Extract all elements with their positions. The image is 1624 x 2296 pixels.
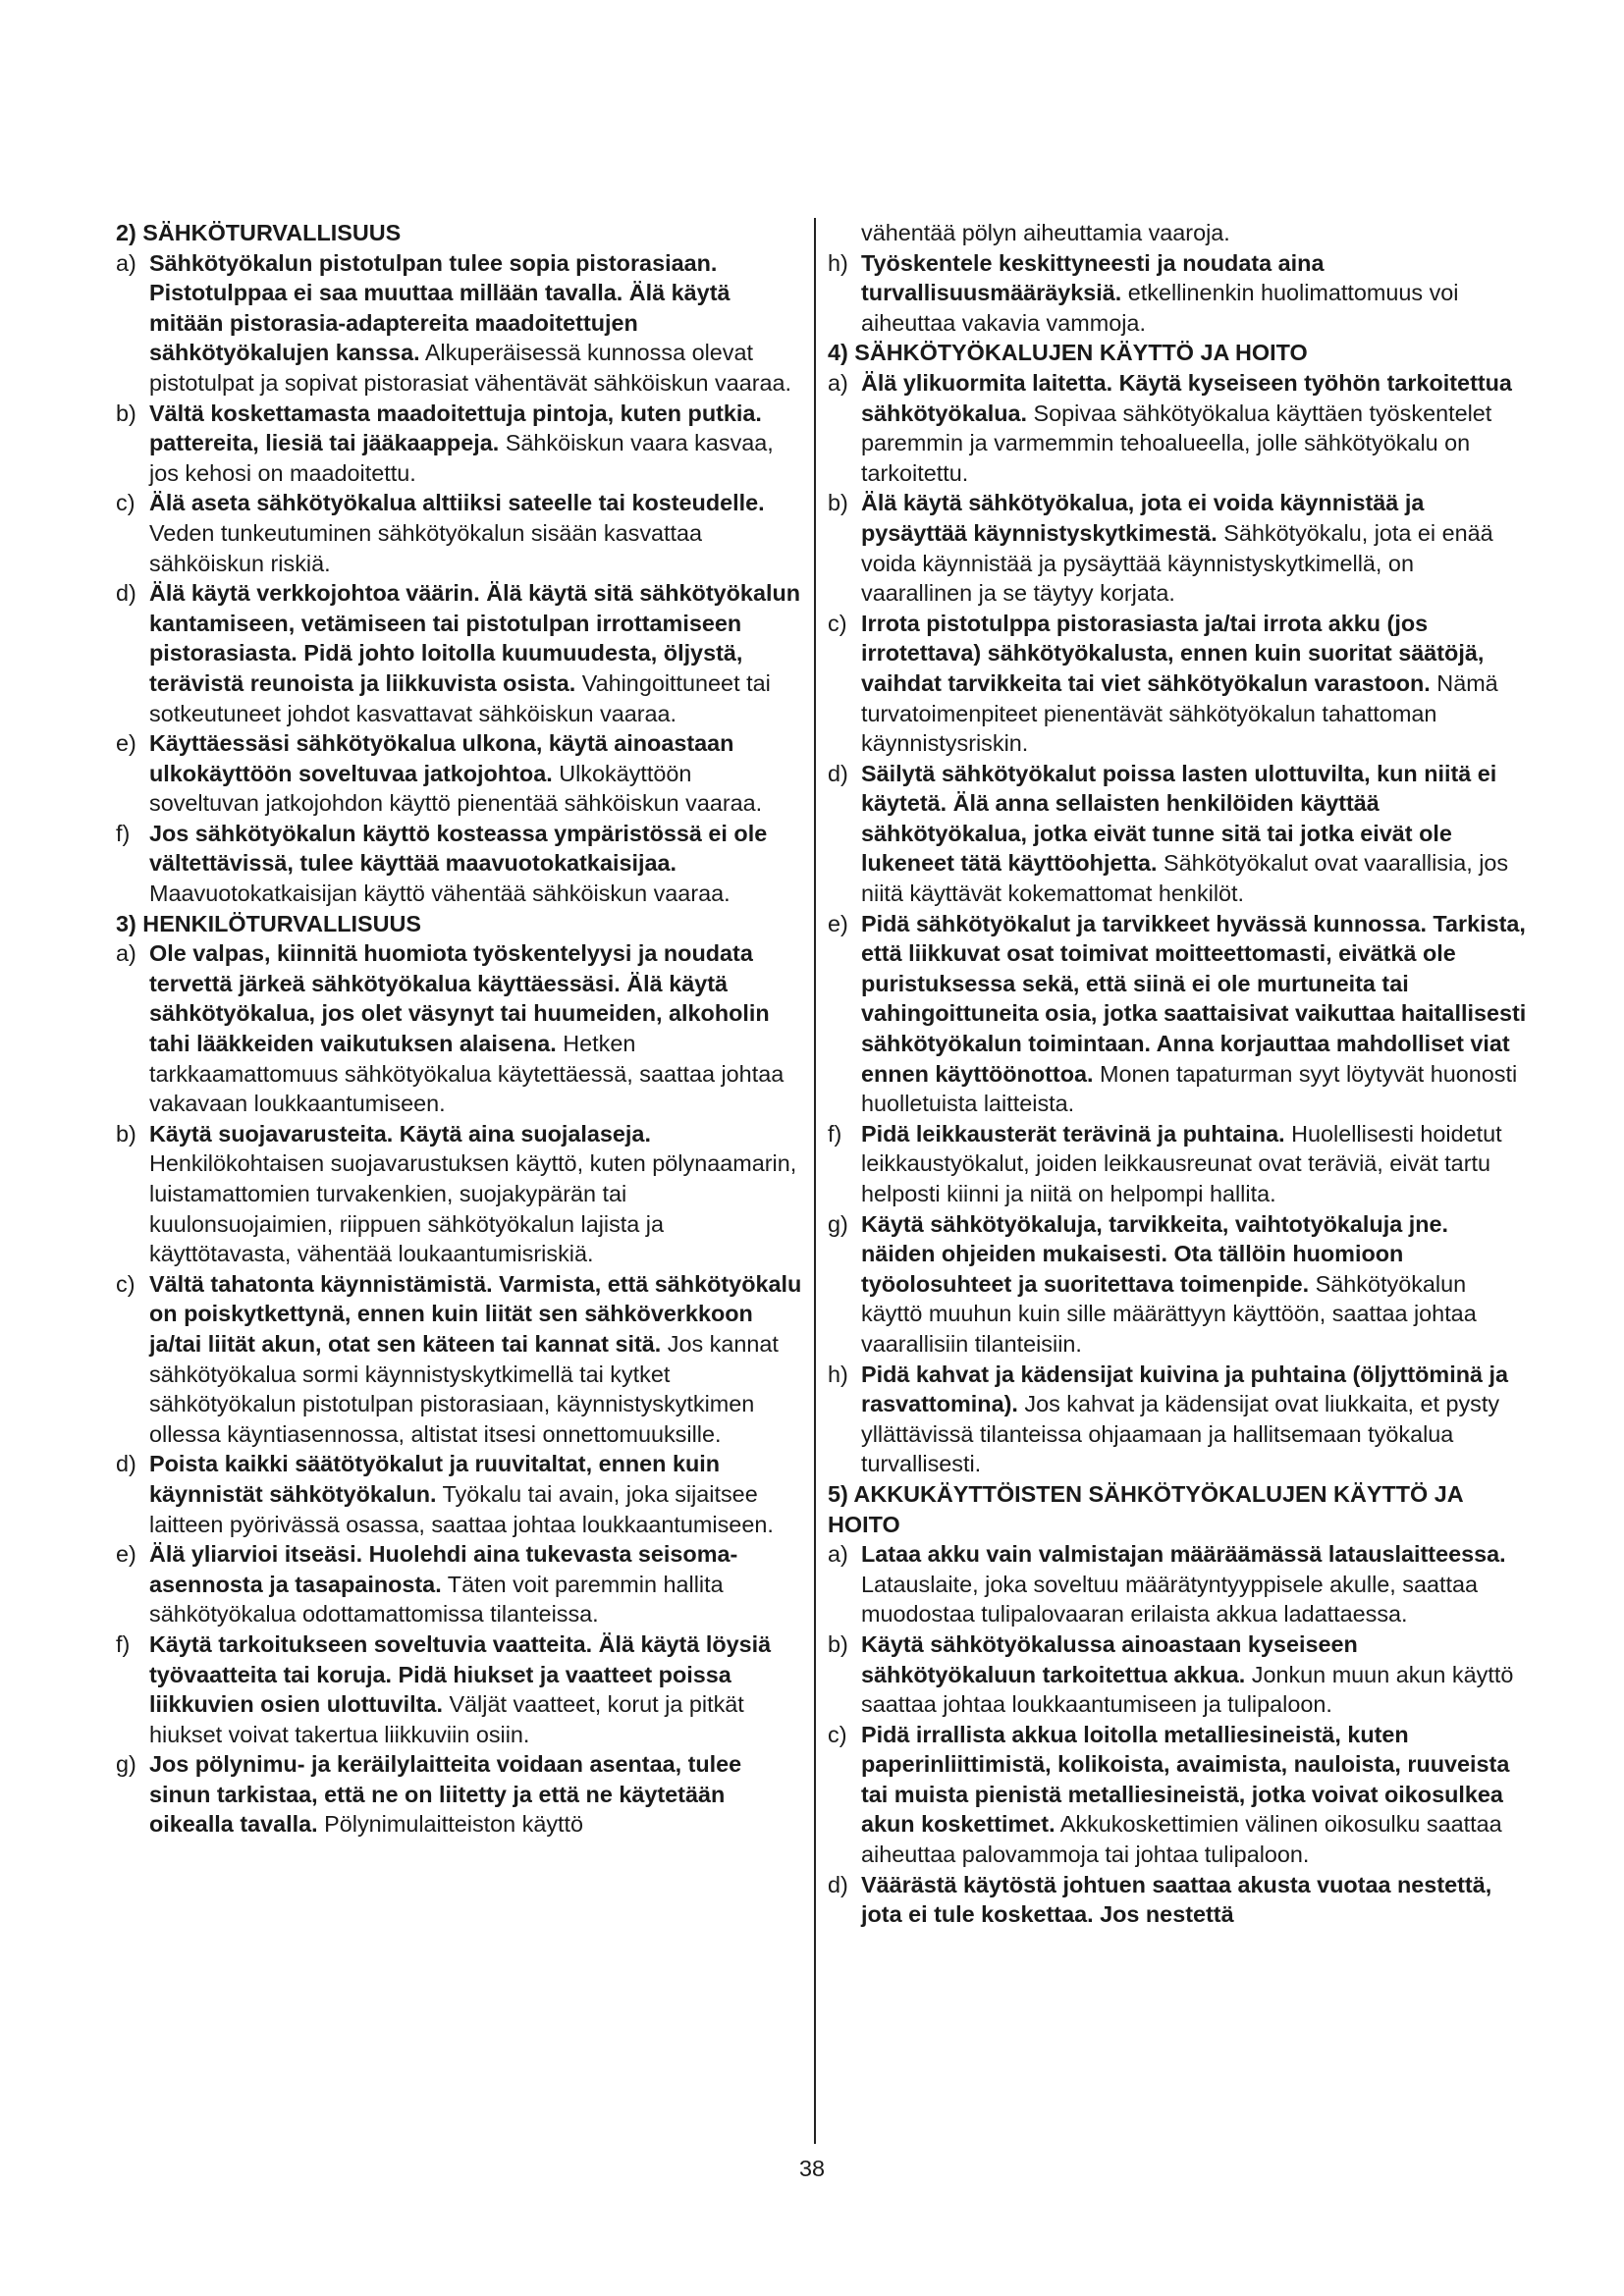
item-letter: a) — [828, 369, 848, 396]
item-letter: c) — [828, 610, 847, 636]
item-letter: d) — [116, 580, 136, 607]
item-normal-text: Pölynimulaitteiston käyttö — [317, 1811, 584, 1838]
item-bold-text: Vältä tahatonta käynnistämistä. Varmista, että sähkötyökalu on poiskytkettynä, ennen kuin liität sen sähköverkkoon ja/tai liität akun, otat sen käteen tai kannat sitä. — [149, 1270, 802, 1357]
item-letter: h) — [828, 1361, 848, 1387]
item-letter: c) — [116, 1270, 135, 1297]
right-column — [828, 218, 1527, 1930]
item-letter: g) — [828, 1210, 848, 1237]
section-heading: 2) SÄHKÖTURVALLISUUS — [116, 220, 402, 245]
list-item — [116, 488, 803, 578]
item-letter: a) — [116, 249, 136, 276]
item-bold-text: Älä yliarvioi itseäsi. Huolehdi aina tukevasta seisoma-asennosta ja tasapainosta. — [149, 1541, 738, 1597]
section-heading: 3) HENKILÖTURVALLISUUS — [116, 910, 422, 936]
item-normal-text: Jos kahvat ja kädensijat ovat liukkaita, et pysty yllättävissä tilanteissa ohjaamaan ja hallitsemaan työkalua turvallisesti. — [861, 1391, 1500, 1477]
item-letter: b) — [828, 1630, 848, 1657]
item-bold-text: Väärästä käytöstä johtuen saattaa akusta vuotaa nestettä, jota ei tule koskettaa. Jos nestettä — [861, 1871, 1492, 1928]
list-item — [828, 488, 1527, 608]
item-bold-text: Jos pölynimu- ja keräilylaitteita voidaan asentaa, tulee sinun tarkistaa, että ne on liitetty ja että ne käytetään oikealla tavalla. — [149, 1751, 742, 1838]
item-bold-text: Pidä kahvat ja kädensijat kuivina ja puhtaina (öljyttöminä ja rasvattomina). — [861, 1361, 1509, 1417]
item-normal-text: Latauslaite, joka soveltuu määrätyntyyppisele akulle, saattaa muodostaa tulipalovaaran erilaista akkua ladattaessa. — [861, 1571, 1479, 1628]
item-normal-text: Sähkötyökalun käyttö muuhun kuin sille määrättyyn käyttöön, saattaa johtaa vaarallisiin tilanteisiin. — [861, 1270, 1477, 1357]
item-normal-text: Henkilökohtaisen suojavarustuksen käyttö, kuten pölynaamarin, luistamattomien turvakenkien, suojakypärän tai kuulonsuojaimien, riippuen sähkötyökalun lajista ja käyttötavasta, vähentää loukaantumisriskiä. — [149, 1150, 797, 1267]
item-normal-text: Sopivaa sähkötyökalua käyttäen työskentelet paremmin ja varmemmin tehoalueella, jolle sähkötyökalu on tarkoitettu. — [861, 400, 1492, 486]
item-bold-text: Pidä leikkausterät terävinä ja puhtaina. — [861, 1120, 1285, 1147]
list-item — [116, 938, 803, 1119]
list-item — [828, 909, 1527, 1119]
item-normal-text: Hetken tarkkaamattomuus sähkötyökalua käytettäessä, saattaa johtaa vakavaan loukkaantumiseen. — [149, 1031, 785, 1117]
item-normal-text: Sähkötyökalut ovat vaarallisia, jos niitä käyttävät kokemattomat henkilöt. — [861, 850, 1509, 907]
list-item — [828, 1119, 1527, 1209]
list-item — [116, 248, 803, 399]
list-item — [828, 1720, 1527, 1870]
item-normal-text: Huolellisesti hoidetut leikkaustyökalut, joiden leikkausreunat ovat teräviä, eivät tartu helposti kiinni ja niitä on helpompi hallita. — [861, 1120, 1502, 1206]
column-divider — [814, 218, 816, 2144]
page-number: 38 — [798, 2156, 826, 2181]
list-item — [828, 759, 1527, 909]
item-normal-text: Maavuotokatkaisijan käyttö vähentää sähköiskun vaaraa. — [149, 881, 731, 907]
item-bold-text: Poista kaikki säätötyökalut ja ruuvitaltat, ennen kuin käynnistät sähkötyökalun. — [149, 1451, 721, 1507]
item-bold-text: Käytä suojavarusteita. Käytä aina suojalaseja. — [149, 1120, 651, 1147]
item-letter: d) — [828, 760, 848, 786]
item-normal-text: Väljät vaatteet, korut ja pitkät hiukset voivat takertua liikkuviin osiin. — [149, 1691, 744, 1747]
item-bold-text: Lataa akku vain valmistajan määräämässä latauslaitteessa. — [861, 1541, 1506, 1568]
left-column — [116, 218, 803, 1840]
list-item — [828, 1360, 1527, 1479]
item-letter: d) — [828, 1871, 848, 1897]
list-item — [116, 1539, 803, 1629]
item-bold-text: Sähkötyökalun pistotulpan tulee sopia pistorasiaan. Pistotulppaa ei saa muuttaa millään tavalla. Älä käytä mitään pistorasia-adaptereita maadoitettujen sähkötyökalujen kanssa. — [149, 249, 731, 366]
item-letter: f) — [116, 820, 131, 846]
item-letter: f) — [116, 1630, 131, 1657]
item-bold-text: Käyttäessäsi sähkötyökalua ulkona, käytä ainoastaan ulkokäyttöön soveltuvaa jatkojohtoa. — [149, 730, 734, 786]
list-item — [116, 1629, 803, 1749]
item-letter: a) — [828, 1541, 848, 1568]
item-bold-text: Vältä koskettamasta maadoitettuja pintoja, kuten putkia. pattereita, liesiä tai jääkaappeja. — [149, 400, 762, 456]
item-normal-text: etkellinenkin huolimattomuus voi aiheuttaa vakavia vammoja. — [861, 280, 1459, 336]
item-normal-text: Vahingoittuneet tai sotkeutuneet johdot kasvattavat sähköiskun vaaraa. — [149, 669, 771, 726]
item-normal-text: Ulkokäyttöön soveltuvan jatkojohdon käyttö pienentää sähköiskun vaaraa. — [149, 760, 763, 817]
item-bold-text: Käytä sähkötyökaluja, tarvikkeita, vaihtotyökaluja jne. näiden ohjeiden mukaisesti. Ota tällöin huomioon työolosuhteet ja suoritettava toimenpide. — [861, 1210, 1449, 1297]
list-item — [828, 368, 1527, 488]
item-bold-text: Työskentele keskittyneesti ja noudata aina turvallisuusmääräyksiä. — [861, 249, 1325, 306]
item-bold-text: Käytä tarkoitukseen soveltuvia vaatteita. Älä käytä löysiä työvaatteita tai koruja. Pidä hiukset ja vaatteet poissa liikkuvien osien ulottuvilta. — [149, 1630, 772, 1718]
list-item — [828, 248, 1527, 339]
item-normal-text: Sähkötyökalu, jota ei enää voida käynnistää ja pysäyttää käynnistyskytkimellä, on vaarallinen ja se täytyy korjata. — [861, 519, 1493, 607]
item-letter: b) — [116, 400, 136, 426]
list-item — [116, 1269, 803, 1450]
item-bold-text: Älä aseta sähkötyökalua alttiiksi sateelle tai kosteudelle. — [149, 490, 765, 516]
list-item — [116, 819, 803, 909]
item-letter: c) — [828, 1721, 847, 1747]
item-letter: b) — [116, 1120, 136, 1147]
list-item — [828, 1629, 1527, 1720]
item-letter: h) — [828, 249, 848, 276]
item-bold-text: Irrota pistotulppa pistorasiasta ja/tai irrota akku (jos irrotettava) sähkötyökalusta, ennen kuin suoritat säätöjä, vaihdat tarvikkeita tai viet sähkötyökalun varastoon. — [861, 610, 1485, 696]
list-item — [116, 399, 803, 489]
item-normal-text: Jos kannat sähkötyökalua sormi käynnistyskytkimellä tai kytket sähkötyökalun pistotulpan pistorasiaan, käynnistyskytkimen ollessa käyntiasennossa, altistat itsesi onnettomuuksille. — [149, 1330, 779, 1447]
item-normal-text: vähentää pölyn aiheuttamia vaaroja. — [861, 220, 1230, 245]
item-bold-text: Käytä sähkötyökalussa ainoastaan kyseiseen sähkötyökaluun tarkoitettua akkua. — [861, 1630, 1358, 1687]
list-item — [116, 728, 803, 819]
item-normal-text: Akkukoskettimien välinen oikosulku saattaa aiheuttaa palovammoja tai johtaa tulipaloon. — [861, 1811, 1502, 1868]
item-bold-text: Jos sähkötyökalun käyttö kosteassa ympäristössä ei ole vältettävissä, tulee käyttää maavuotokatkaisijaa. — [149, 820, 768, 877]
list-item — [116, 1119, 803, 1269]
item-normal-text: Alkuperäisessä kunnossa olevat pistotulpat ja sopivat pistorasiat vähentävät sähköiskun vaaraa. — [149, 340, 792, 396]
item-bold-text: Pidä sähkötyökalut ja tarvikkeet hyvässä kunnossa. Tarkista, että liikkuvat osat toimivat moitteettomasti, eivätkä ole puristuksessa sekä, että siinä ei ole murtuneita tai vahingoittuneita osia, jotka saattaisivat vaikuttaa haitallisesti sähkötyökalun toimintaan. Anna korjauttaa mahdolliset viat ennen käyttöönottoa. — [861, 910, 1527, 1087]
item-bold-text: Pidä irrallista akkua loitolla metalliesineistä, kuten paperinliittimistä, kolikoista, avaimista, nauloista, ruuveista tai muista pienistä metalliesineistä, jotka voivat oikosulkea akun koskettimet. — [861, 1721, 1510, 1838]
item-normal-text: Työkalu tai avain, joka sijaitsee laitteen pyörivässä osassa, saattaa johtaa loukkaantumiseen. — [149, 1480, 774, 1537]
item-letter: e) — [116, 730, 136, 757]
item-normal-text: Täten voit paremmin hallita sähkötyökalua odottamattomissa tilanteissa. — [149, 1571, 724, 1628]
item-letter: g) — [116, 1751, 136, 1778]
list-item — [116, 1749, 803, 1840]
item-bold-text: Älä ylikuormita laitetta. Käytä kyseiseen työhön tarkoitettua sähkötyökalua. — [861, 369, 1512, 426]
item-normal-text: Veden tunkeutuminen sähkötyökalun sisään kasvattaa sähköiskun riskiä. — [149, 519, 703, 576]
list-item — [828, 609, 1527, 759]
list-item — [116, 1449, 803, 1539]
list-item — [828, 1539, 1527, 1629]
item-normal-text: Jonkun muun akun käyttö saattaa johtaa loukkaantumiseen ja tulipaloon. — [861, 1661, 1514, 1718]
item-bold-text: Älä käytä sähkötyökalua, jota ei voida käynnistää ja pysäyttää käynnistyskytkimestä. — [861, 490, 1425, 546]
list-item — [828, 1870, 1527, 1930]
item-normal-text: Sähköiskun vaara kasvaa, jos kehosi on maadoitettu. — [149, 430, 774, 486]
item-letter: a) — [116, 940, 136, 967]
item-normal-text: Nämä turvatoimenpiteet pienentävät sähkötyökalun tahattoman käynnistysriskin. — [861, 669, 1498, 757]
continued-text — [828, 218, 1527, 248]
item-letter: d) — [116, 1451, 136, 1477]
item-bold-text: Säilytä sähkötyökalut poissa lasten ulottuvilta, kun niitä ei käytetä. Älä anna sellaisten henkilöiden käyttää sähkötyökalua, jotka eivät tunne sitä tai jotka eivät ole lukeneet tätä käyttöohjetta. — [861, 760, 1497, 877]
item-bold-text: Ole valpas, kiinnitä huomiota työskentelyysi ja noudata tervettä järkeä sähkötyökalua käyttäessäsi. Älä käytä sähkötyökalua, jos olet väsynyt tai huumeiden, alkoholin tahi lääkkeiden vaikutuksen alaisena. — [149, 940, 770, 1057]
item-bold-text: Älä käytä verkkojohtoa väärin. Älä käytä sitä sähkötyökalun kantamiseen, vetämiseen tai pistotulpan irrottamiseen pistorasiasta. Pidä johto loitolla kuumuudesta, öljystä, terävistä reunoista ja liikkuvista osista. — [149, 580, 801, 696]
item-letter: c) — [116, 490, 135, 516]
item-normal-text: Monen tapaturman syyt löytyvät huonosti huolletuista laitteista. — [861, 1060, 1518, 1117]
item-letter: e) — [828, 910, 848, 936]
list-item — [116, 578, 803, 728]
item-letter: e) — [116, 1541, 136, 1568]
list-item — [828, 1209, 1527, 1360]
item-letter: f) — [828, 1120, 842, 1147]
item-letter: b) — [828, 490, 848, 516]
section-heading: 5) AKKUKÄYTTÖISTEN SÄHKÖTYÖKALUJEN KÄYTTÖ JA HOITO — [828, 1480, 1463, 1537]
section-heading: 4) SÄHKÖTYÖKALUJEN KÄYTTÖ JA HOITO — [828, 340, 1308, 366]
